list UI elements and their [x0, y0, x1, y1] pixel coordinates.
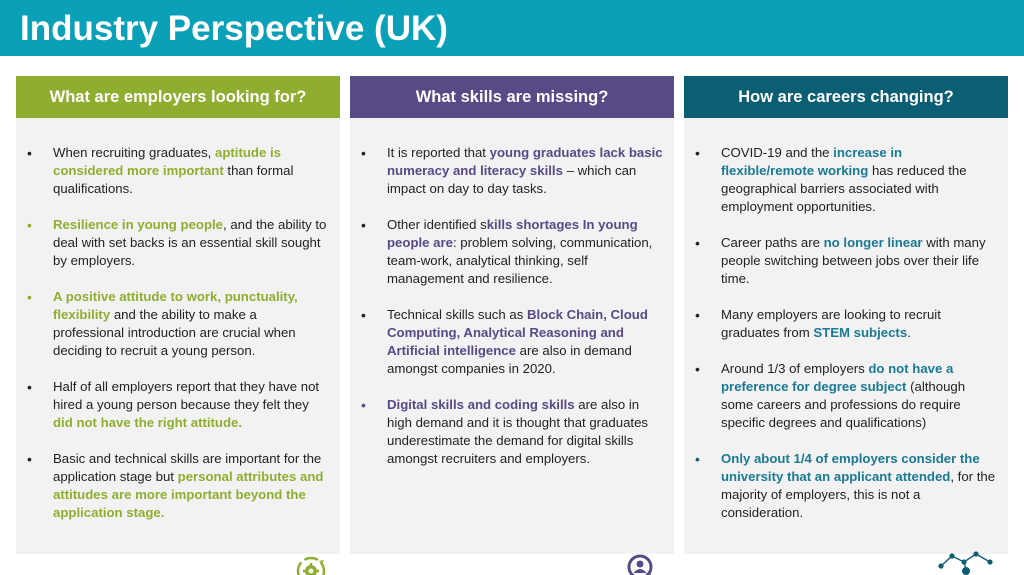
bullet-list-careers	[684, 144, 1008, 540]
list-item: • Many employers are looking to recruit graduates from STEM subjects.	[684, 306, 1008, 342]
list-item: • Other identified skills shortages In young people are: problem solving, communication, team-work, analytical thinking, self management and resilience.	[350, 216, 674, 288]
list-item: • It is reported that young graduates lack basic numeracy and literacy skills – which can impact on day to day tasks.	[350, 144, 674, 198]
list-item: • Career paths are no longer linear with many people switching between jobs over their life time.	[684, 234, 1008, 288]
bullet-list-skills	[350, 144, 674, 486]
column-body-careers	[684, 118, 1008, 554]
list-item: • Half of all employers report that they have not hired a young person because they felt they did not have the right attitude.	[16, 378, 340, 432]
list-item: • Only about 1/4 of employers consider the university that an applicant attended, for the majority of employers, this is not a consideration.	[684, 450, 1008, 522]
list-item: • Resilience in young people, and the ability to deal with set backs is an essential skill sought by employers.	[16, 216, 340, 270]
column-employers	[16, 76, 340, 554]
career-path-network-icon	[936, 548, 996, 575]
list-item: • COVID-19 and the increase in flexible/remote working has reduced the geographical barriers associated with employment opportunities.	[684, 144, 1008, 216]
magnifier-person-icon	[626, 553, 662, 575]
gear-cycle-icon	[295, 555, 327, 575]
list-item: • A positive attitude to work, punctuality, flexibility and the ability to make a professional introduction are crucial when deciding to recruit a young person.	[16, 288, 340, 360]
bullet-list-employers	[16, 144, 340, 540]
page-title: Industry Perspective (UK)	[20, 9, 448, 48]
list-item: • When recruiting graduates, aptitude is considered more important than formal qualifications.	[16, 144, 340, 198]
column-careers	[684, 76, 1008, 554]
column-header-careers: How are careers changing?	[684, 76, 1008, 118]
column-body-employers	[16, 118, 340, 554]
title-bar	[0, 0, 1024, 56]
list-item: • Around 1/3 of employers do not have a preference for degree subject (although some careers and professions do require specific degrees and qualifications)	[684, 360, 1008, 432]
column-header-skills: What skills are missing?	[350, 76, 674, 118]
list-item: • Technical skills such as Block Chain, Cloud Computing, Analytical Reasoning and Artificial intelligence are also in demand amongst companies in 2020.	[350, 306, 674, 378]
list-item: • Digital skills and coding skills are also in high demand and it is thought that graduates underestimate the demand for digital skills amongst recruiters and employers.	[350, 396, 674, 468]
column-body-skills	[350, 118, 674, 554]
list-item: • Basic and technical skills are important for the application stage but personal attributes and attitudes are more important beyond the application stage.	[16, 450, 340, 522]
column-header-employers: What are employers looking for?	[16, 76, 340, 118]
column-skills	[350, 76, 674, 554]
